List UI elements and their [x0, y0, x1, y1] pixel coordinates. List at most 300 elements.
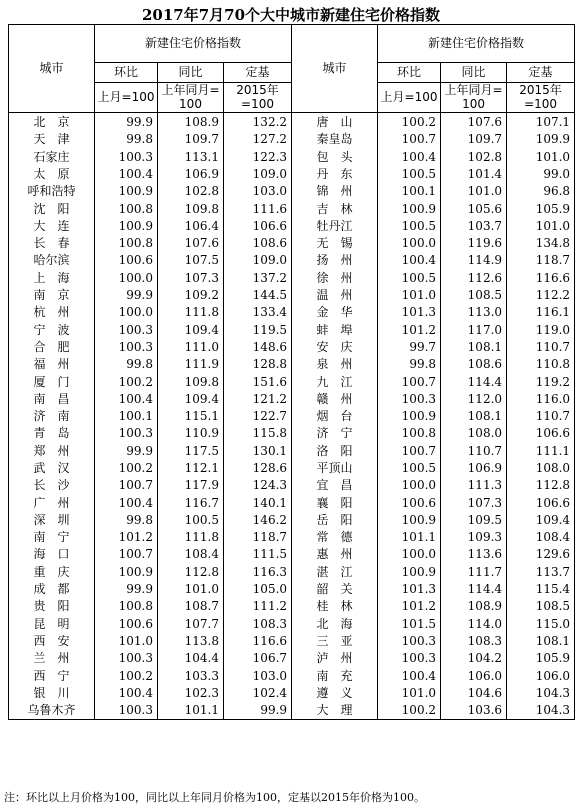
- table-row: [9, 235, 575, 252]
- right-mom-cell: 100.9: [378, 200, 441, 217]
- right-yoy-cell: 114.4: [441, 373, 507, 390]
- left-base-cell: 128.8: [224, 356, 292, 373]
- right-yoy-cell: 111.7: [441, 564, 507, 581]
- table-row: [9, 218, 575, 235]
- left-index-group-header: 新建住宅价格指数: [95, 25, 292, 63]
- base-unit-line1: 2015年: [236, 83, 279, 98]
- right-base-cell: 119.0: [507, 322, 575, 339]
- table-row: [9, 149, 575, 166]
- right-base-cell: 108.4: [507, 529, 575, 546]
- right-yoy-cell: 101.0: [441, 183, 507, 200]
- right-city-cell: 泸 州: [292, 650, 378, 667]
- right-base-cell: 99.0: [507, 166, 575, 183]
- left-city-cell: 南 宁: [9, 529, 95, 546]
- table-row: [9, 131, 575, 148]
- left-city-cell: 重 庆: [9, 564, 95, 581]
- left-base-cell: 132.2: [224, 113, 292, 132]
- right-base-cell: 113.7: [507, 564, 575, 581]
- left-city-cell: 青 岛: [9, 425, 95, 442]
- right-mom-cell: 100.9: [378, 564, 441, 581]
- left-mom-cell: 99.9: [95, 113, 158, 132]
- right-mom-cell: 101.1: [378, 529, 441, 546]
- right-mom-cell: 100.5: [378, 460, 441, 477]
- left-city-cell: 深 圳: [9, 512, 95, 529]
- left-mom-cell: 100.8: [95, 235, 158, 252]
- right-city-cell: 北 海: [292, 616, 378, 633]
- right-city-cell: 蚌 埠: [292, 322, 378, 339]
- left-yoy-cell: 110.9: [158, 425, 224, 442]
- right-mom-cell: 101.2: [378, 598, 441, 615]
- right-yoy-cell: 109.3: [441, 529, 507, 546]
- right-city-cell: 襄 阳: [292, 495, 378, 512]
- left-mom-cell: 100.1: [95, 408, 158, 425]
- right-base-cell: 105.9: [507, 650, 575, 667]
- right-yoy-cell: 108.0: [441, 425, 507, 442]
- right-base-cell: 106.6: [507, 425, 575, 442]
- left-mom-cell: 100.2: [95, 373, 158, 390]
- right-index-group-header: 新建住宅价格指数: [378, 25, 575, 63]
- left-city-cell: 长 春: [9, 235, 95, 252]
- right-yoy-cell: 108.9: [441, 598, 507, 615]
- left-base-cell: 124.3: [224, 477, 292, 494]
- right-yoy-cell: 101.4: [441, 166, 507, 183]
- right-base-cell: 101.0: [507, 218, 575, 235]
- yoy-unit-line1: 上年同月=: [444, 83, 503, 98]
- left-yoy-cell: 102.3: [158, 685, 224, 702]
- right-mom-cell: 99.7: [378, 339, 441, 356]
- right-city-cell: 安 庆: [292, 339, 378, 356]
- left-yoy-cell: 107.5: [158, 252, 224, 269]
- right-mom-cell: 100.2: [378, 702, 441, 720]
- table-row: [9, 391, 575, 408]
- left-yoy-cell: 111.8: [158, 304, 224, 321]
- right-mom-cell: 100.6: [378, 495, 441, 512]
- right-mom-cell: 101.2: [378, 322, 441, 339]
- left-yoy-cell: 101.0: [158, 581, 224, 598]
- left-city-cell: 上 海: [9, 270, 95, 287]
- right-mom-cell: 100.3: [378, 633, 441, 650]
- right-city-header: 城市: [292, 25, 378, 113]
- right-city-cell: 丹 东: [292, 166, 378, 183]
- left-yoy-cell: 111.9: [158, 356, 224, 373]
- right-city-cell: 泉 州: [292, 356, 378, 373]
- table-row: [9, 270, 575, 287]
- left-mom-cell: 100.7: [95, 546, 158, 563]
- right-city-cell: 大 理: [292, 702, 378, 720]
- left-base-cell: 108.6: [224, 235, 292, 252]
- left-yoy-cell: 115.1: [158, 408, 224, 425]
- left-mom-cell: 100.3: [95, 650, 158, 667]
- right-city-cell: 岳 阳: [292, 512, 378, 529]
- left-city-cell: 厦 门: [9, 373, 95, 390]
- left-city-cell: 西 宁: [9, 668, 95, 685]
- right-yoy-cell: 112.0: [441, 391, 507, 408]
- left-mom-cell: 99.8: [95, 356, 158, 373]
- left-mom-cell: 100.4: [95, 166, 158, 183]
- right-city-cell: 三 亚: [292, 633, 378, 650]
- left-mom-cell: 100.4: [95, 495, 158, 512]
- left-base-cell: 144.5: [224, 287, 292, 304]
- right-mom-cell: 100.5: [378, 270, 441, 287]
- left-base-cell: 106.7: [224, 650, 292, 667]
- right-mom-cell: 100.4: [378, 252, 441, 269]
- right-base-cell: 119.2: [507, 373, 575, 390]
- left-city-cell: 郑 州: [9, 443, 95, 460]
- right-base-cell: 108.1: [507, 633, 575, 650]
- right-yoy-header: 同比: [441, 63, 507, 83]
- right-base-cell: 101.0: [507, 149, 575, 166]
- right-base-cell: 106.0: [507, 668, 575, 685]
- right-city-cell: 烟 台: [292, 408, 378, 425]
- right-mom-cell: 101.3: [378, 581, 441, 598]
- right-city-cell: 牡丹江: [292, 218, 378, 235]
- table-row: [9, 373, 575, 390]
- right-city-cell: 赣 州: [292, 391, 378, 408]
- right-city-cell: 湛 江: [292, 564, 378, 581]
- right-city-cell: 扬 州: [292, 252, 378, 269]
- table-row: [9, 529, 575, 546]
- left-base-cell: 151.6: [224, 373, 292, 390]
- left-mom-cell: 101.0: [95, 633, 158, 650]
- yoy-unit-line1: 上年同月=: [161, 83, 220, 98]
- price-index-table: [8, 24, 575, 720]
- left-base-cell: 111.6: [224, 200, 292, 217]
- left-base-cell: 109.0: [224, 252, 292, 269]
- right-mom-cell: 100.9: [378, 512, 441, 529]
- left-mom-cell: 100.3: [95, 425, 158, 442]
- right-yoy-cell: 114.4: [441, 581, 507, 598]
- left-mom-cell: 100.0: [95, 304, 158, 321]
- left-yoy-cell: 109.8: [158, 200, 224, 217]
- right-city-cell: 温 州: [292, 287, 378, 304]
- left-yoy-cell: 101.1: [158, 702, 224, 720]
- left-yoy-cell: 109.4: [158, 391, 224, 408]
- left-city-cell: 南 昌: [9, 391, 95, 408]
- left-city-cell: 广 州: [9, 495, 95, 512]
- footnote: 注：环比以上月价格为100，同比以上年同月价格为100，定基以2015年价格为100。: [4, 791, 425, 804]
- table-row: [9, 425, 575, 442]
- left-city-cell: 南 京: [9, 287, 95, 304]
- right-mom-cell: 100.0: [378, 235, 441, 252]
- right-yoy-cell: 106.0: [441, 668, 507, 685]
- right-yoy-cell: 108.3: [441, 633, 507, 650]
- right-mom-cell: 100.4: [378, 149, 441, 166]
- right-city-cell: 南 充: [292, 668, 378, 685]
- left-city-cell: 武 汉: [9, 460, 95, 477]
- right-base-cell: 134.8: [507, 235, 575, 252]
- left-city-cell: 北 京: [9, 113, 95, 132]
- table-row: [9, 287, 575, 304]
- left-base-cell: 106.6: [224, 218, 292, 235]
- table-row: [9, 546, 575, 563]
- right-yoy-cell: 103.6: [441, 702, 507, 720]
- table-row: [9, 702, 575, 720]
- left-base-cell: 116.3: [224, 564, 292, 581]
- left-mom-cell: 100.6: [95, 252, 158, 269]
- right-city-cell: 济 宁: [292, 425, 378, 442]
- left-base-cell: 116.6: [224, 633, 292, 650]
- right-yoy-cell: 104.2: [441, 650, 507, 667]
- right-base-cell: 118.7: [507, 252, 575, 269]
- right-city-cell: 锦 州: [292, 183, 378, 200]
- right-base-cell: 115.4: [507, 581, 575, 598]
- left-city-cell: 济 南: [9, 408, 95, 425]
- left-mom-cell: 100.4: [95, 685, 158, 702]
- right-city-cell: 桂 林: [292, 598, 378, 615]
- right-city-cell: 无 锡: [292, 235, 378, 252]
- right-base-cell: 108.5: [507, 598, 575, 615]
- right-mom-cell: 100.9: [378, 408, 441, 425]
- right-city-cell: 秦皇岛: [292, 131, 378, 148]
- yoy-unit-line2: 100: [462, 96, 485, 111]
- table-row: [9, 200, 575, 217]
- left-base-cell: 108.3: [224, 616, 292, 633]
- right-base-cell: 112.2: [507, 287, 575, 304]
- right-mom-cell: 100.7: [378, 443, 441, 460]
- table-row: [9, 598, 575, 615]
- left-yoy-cell: 102.8: [158, 183, 224, 200]
- left-base-cell: 140.1: [224, 495, 292, 512]
- right-base-unit: [507, 83, 575, 113]
- left-base-cell: 148.6: [224, 339, 292, 356]
- left-base-cell: 109.0: [224, 166, 292, 183]
- right-mom-cell: 100.7: [378, 373, 441, 390]
- right-mom-cell: 101.3: [378, 304, 441, 321]
- right-base-cell: 107.1: [507, 113, 575, 132]
- left-base-cell: 118.7: [224, 529, 292, 546]
- left-base-cell: 146.2: [224, 512, 292, 529]
- left-city-cell: 成 都: [9, 581, 95, 598]
- left-city-cell: 呼和浩特: [9, 183, 95, 200]
- left-base-header: 定基: [224, 63, 292, 83]
- right-base-cell: 111.1: [507, 443, 575, 460]
- right-mom-cell: 101.0: [378, 287, 441, 304]
- left-base-cell: 122.3: [224, 149, 292, 166]
- left-mom-cell: 100.3: [95, 322, 158, 339]
- left-mom-cell: 100.9: [95, 183, 158, 200]
- table-row: [9, 650, 575, 667]
- table-row: [9, 477, 575, 494]
- left-city-header: 城市: [9, 25, 95, 113]
- right-mom-cell: 101.5: [378, 616, 441, 633]
- left-yoy-cell: 112.1: [158, 460, 224, 477]
- left-yoy-cell: 109.7: [158, 131, 224, 148]
- left-yoy-cell: 107.3: [158, 270, 224, 287]
- table-row: [9, 685, 575, 702]
- left-base-cell: 122.7: [224, 408, 292, 425]
- left-base-unit: [224, 83, 292, 113]
- right-yoy-cell: 102.8: [441, 149, 507, 166]
- left-base-cell: 111.2: [224, 598, 292, 615]
- right-base-cell: 105.9: [507, 200, 575, 217]
- table-row: [9, 322, 575, 339]
- left-city-cell: 哈尔滨: [9, 252, 95, 269]
- right-city-cell: 徐 州: [292, 270, 378, 287]
- table-row: [9, 252, 575, 269]
- right-yoy-cell: 109.7: [441, 131, 507, 148]
- table-row: [9, 183, 575, 200]
- table-row: [9, 668, 575, 685]
- right-mom-cell: 100.0: [378, 546, 441, 563]
- left-base-cell: 137.2: [224, 270, 292, 287]
- table-row: [9, 304, 575, 321]
- left-base-cell: 130.1: [224, 443, 292, 460]
- right-yoy-cell: 113.0: [441, 304, 507, 321]
- right-yoy-cell: 104.6: [441, 685, 507, 702]
- table-row: [9, 356, 575, 373]
- table-row: [9, 166, 575, 183]
- right-mom-cell: 100.4: [378, 668, 441, 685]
- right-yoy-cell: 106.9: [441, 460, 507, 477]
- right-yoy-cell: 103.7: [441, 218, 507, 235]
- table-row: [9, 512, 575, 529]
- left-mom-cell: 100.9: [95, 218, 158, 235]
- right-city-cell: 金 华: [292, 304, 378, 321]
- base-unit-line1: 2015年: [519, 83, 562, 98]
- right-yoy-cell: 114.0: [441, 616, 507, 633]
- right-yoy-cell: 107.6: [441, 113, 507, 132]
- right-yoy-cell: 108.1: [441, 339, 507, 356]
- left-mom-cell: 100.2: [95, 460, 158, 477]
- table-row: [9, 495, 575, 512]
- right-base-cell: 109.9: [507, 131, 575, 148]
- table-row: [9, 564, 575, 581]
- left-base-cell: 102.4: [224, 685, 292, 702]
- left-base-cell: 128.6: [224, 460, 292, 477]
- base-unit-line2: =100: [524, 96, 558, 111]
- left-yoy-cell: 111.0: [158, 339, 224, 356]
- right-yoy-cell: 108.6: [441, 356, 507, 373]
- left-mom-cell: 100.0: [95, 270, 158, 287]
- left-mom-cell: 100.8: [95, 200, 158, 217]
- right-yoy-cell: 109.5: [441, 512, 507, 529]
- left-mom-cell: 100.8: [95, 598, 158, 615]
- table-row: [9, 443, 575, 460]
- right-city-cell: 吉 林: [292, 200, 378, 217]
- left-base-cell: 121.2: [224, 391, 292, 408]
- right-base-cell: 116.0: [507, 391, 575, 408]
- left-city-cell: 大 连: [9, 218, 95, 235]
- right-base-cell: 129.6: [507, 546, 575, 563]
- right-yoy-cell: 111.3: [441, 477, 507, 494]
- left-mom-unit: 上月=100: [95, 83, 158, 113]
- left-city-cell: 银 川: [9, 685, 95, 702]
- right-yoy-cell: 114.9: [441, 252, 507, 269]
- right-city-cell: 宜 昌: [292, 477, 378, 494]
- left-mom-cell: 100.4: [95, 391, 158, 408]
- left-yoy-cell: 104.4: [158, 650, 224, 667]
- left-mom-cell: 100.3: [95, 149, 158, 166]
- left-base-cell: 99.9: [224, 702, 292, 720]
- left-base-cell: 103.0: [224, 668, 292, 685]
- right-city-cell: 九 江: [292, 373, 378, 390]
- table-row: [9, 616, 575, 633]
- table-row: [9, 113, 575, 132]
- left-mom-cell: 100.2: [95, 668, 158, 685]
- table-row: [9, 408, 575, 425]
- left-mom-cell: 99.8: [95, 131, 158, 148]
- right-base-header: 定基: [507, 63, 575, 83]
- right-yoy-cell: 107.3: [441, 495, 507, 512]
- right-mom-cell: 101.0: [378, 685, 441, 702]
- left-mom-cell: 100.3: [95, 702, 158, 720]
- left-city-cell: 沈 阳: [9, 200, 95, 217]
- right-mom-cell: 100.5: [378, 166, 441, 183]
- left-yoy-cell: 100.5: [158, 512, 224, 529]
- right-mom-cell: 100.8: [378, 425, 441, 442]
- left-mom-cell: 100.3: [95, 339, 158, 356]
- right-yoy-cell: 117.0: [441, 322, 507, 339]
- left-city-cell: 昆 明: [9, 616, 95, 633]
- left-yoy-cell: 107.6: [158, 235, 224, 252]
- right-base-cell: 112.8: [507, 477, 575, 494]
- right-city-cell: 洛 阳: [292, 443, 378, 460]
- right-base-cell: 106.6: [507, 495, 575, 512]
- left-mom-cell: 99.9: [95, 287, 158, 304]
- left-base-cell: 103.0: [224, 183, 292, 200]
- left-yoy-cell: 117.5: [158, 443, 224, 460]
- left-city-cell: 杭 州: [9, 304, 95, 321]
- left-city-cell: 兰 州: [9, 650, 95, 667]
- right-yoy-cell: 108.5: [441, 287, 507, 304]
- left-city-cell: 福 州: [9, 356, 95, 373]
- left-yoy-cell: 107.7: [158, 616, 224, 633]
- right-base-cell: 110.7: [507, 408, 575, 425]
- left-city-cell: 西 安: [9, 633, 95, 650]
- right-base-cell: 109.4: [507, 512, 575, 529]
- left-base-cell: 127.2: [224, 131, 292, 148]
- left-yoy-cell: 108.9: [158, 113, 224, 132]
- right-mom-cell: 100.5: [378, 218, 441, 235]
- right-mom-cell: 100.1: [378, 183, 441, 200]
- right-yoy-unit: [441, 83, 507, 113]
- left-yoy-cell: 109.2: [158, 287, 224, 304]
- right-city-cell: 常 德: [292, 529, 378, 546]
- left-yoy-cell: 109.8: [158, 373, 224, 390]
- left-yoy-cell: 117.9: [158, 477, 224, 494]
- table-row: [9, 633, 575, 650]
- right-base-cell: 96.8: [507, 183, 575, 200]
- left-mom-cell: 100.6: [95, 616, 158, 633]
- right-yoy-cell: 113.6: [441, 546, 507, 563]
- right-mom-cell: 100.3: [378, 650, 441, 667]
- left-yoy-cell: 109.4: [158, 322, 224, 339]
- left-mom-header: 环比: [95, 63, 158, 83]
- right-mom-cell: 100.3: [378, 391, 441, 408]
- right-base-cell: 104.3: [507, 685, 575, 702]
- base-unit-line2: =100: [241, 96, 274, 111]
- right-base-cell: 108.0: [507, 460, 575, 477]
- right-mom-cell: 99.8: [378, 356, 441, 373]
- left-city-cell: 海 口: [9, 546, 95, 563]
- left-base-cell: 133.4: [224, 304, 292, 321]
- right-base-cell: 110.8: [507, 356, 575, 373]
- left-base-cell: 105.0: [224, 581, 292, 598]
- right-base-cell: 116.6: [507, 270, 575, 287]
- right-mom-cell: 100.0: [378, 477, 441, 494]
- left-yoy-cell: 103.3: [158, 668, 224, 685]
- left-yoy-cell: 106.9: [158, 166, 224, 183]
- left-city-cell: 宁 波: [9, 322, 95, 339]
- right-yoy-cell: 119.6: [441, 235, 507, 252]
- left-yoy-header: 同比: [158, 63, 224, 83]
- left-yoy-cell: 106.4: [158, 218, 224, 235]
- left-mom-cell: 99.9: [95, 581, 158, 598]
- left-city-cell: 贵 阳: [9, 598, 95, 615]
- table-row: [9, 581, 575, 598]
- left-yoy-cell: 108.4: [158, 546, 224, 563]
- yoy-unit-line2: 100: [179, 96, 202, 111]
